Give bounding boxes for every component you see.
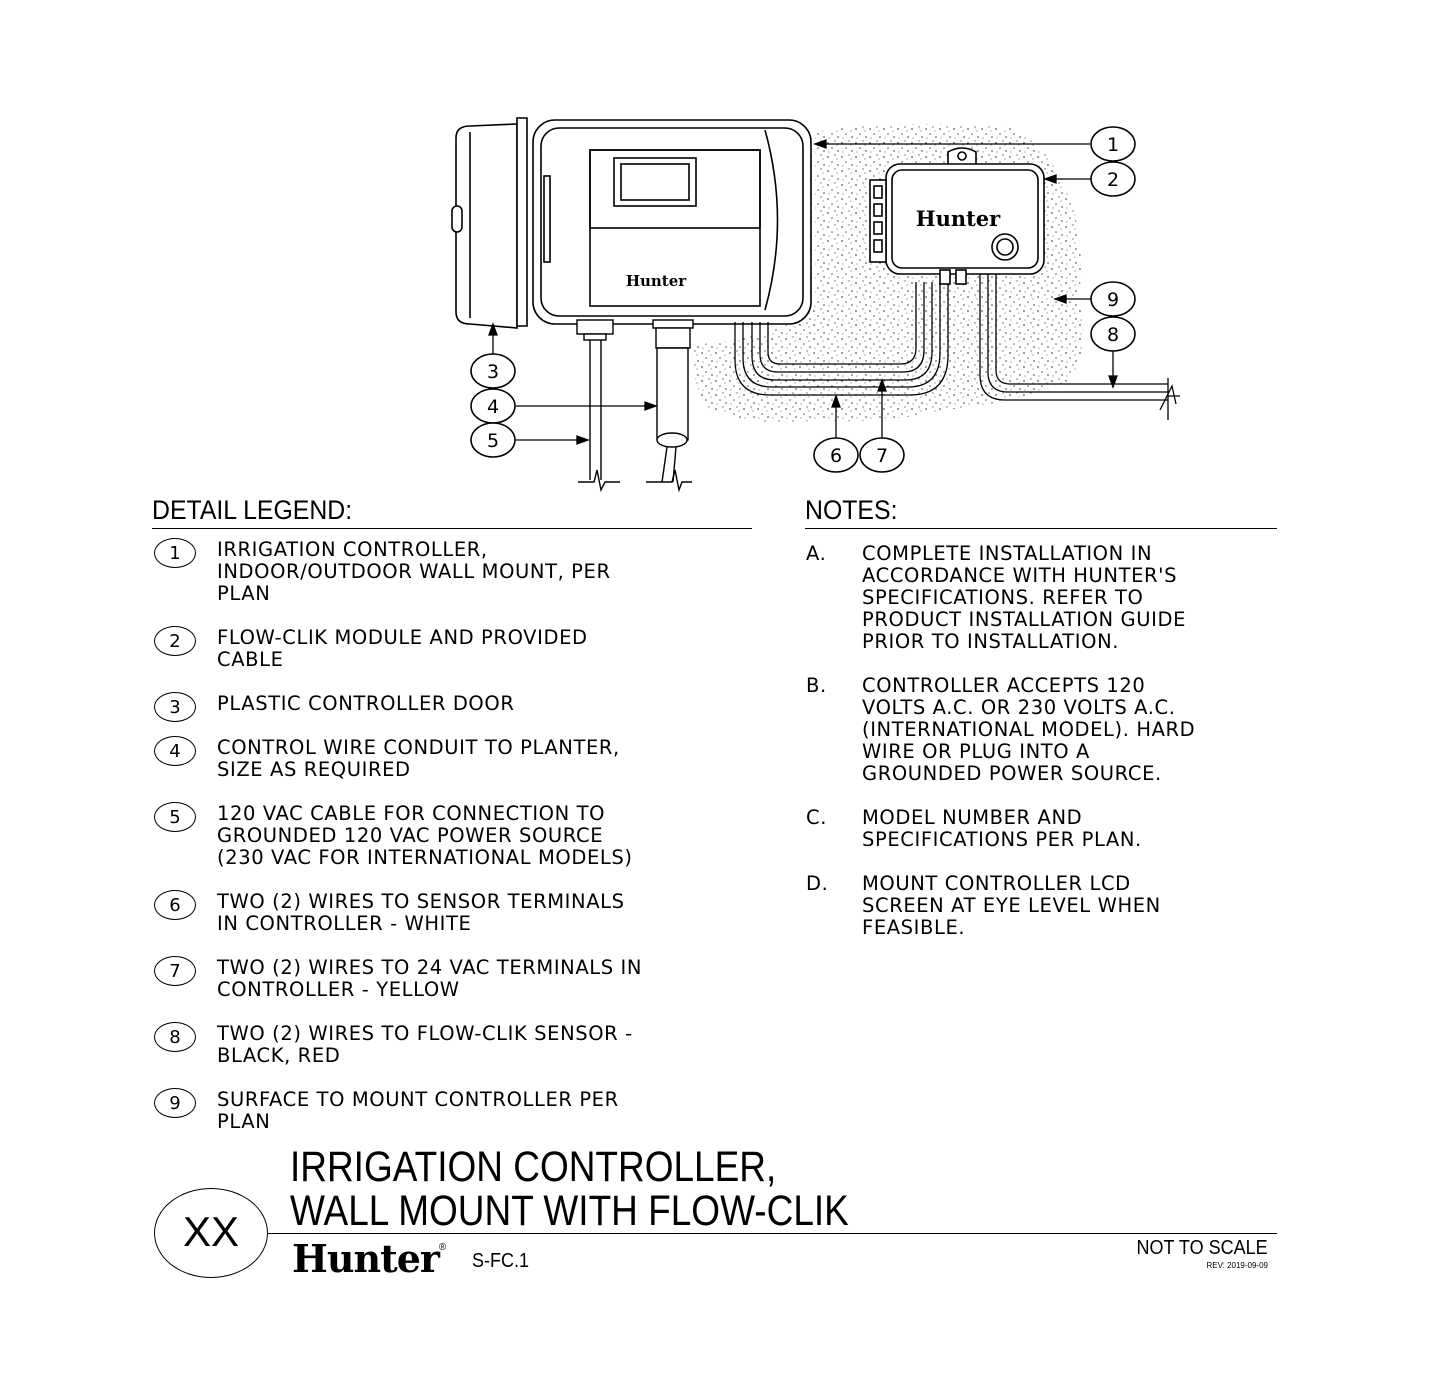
brand-name: Hunter <box>292 1236 439 1281</box>
registered-mark: ® <box>438 1242 446 1253</box>
detail-title-line2: WALL MOUNT WITH FLOW-CLIK <box>290 1187 849 1235</box>
svg-text:4: 4 <box>486 396 500 418</box>
notes-rule <box>805 528 1277 529</box>
svg-text:6: 6 <box>829 445 843 467</box>
callout-3 <box>471 354 515 388</box>
legend-title: DETAIL LEGEND: <box>152 495 353 525</box>
legend-text: IRRIGATION CONTROLLER, INDOOR/OUTDOOR WALL MOUNT, PER PLAN <box>217 538 611 605</box>
legend-text: TWO (2) WIRES TO 24 VAC TERMINALS IN CONTROLLER - YELLOW <box>217 956 643 1001</box>
legend-number: 6 <box>154 890 196 920</box>
legend-text: TWO (2) WIRES TO SENSOR TERMINALS IN CONTROLLER - WHITE <box>217 890 625 935</box>
svg-text:9: 9 <box>1106 289 1120 311</box>
svg-text:3: 3 <box>486 361 500 383</box>
note-letter: B. <box>806 674 827 697</box>
controller-logo: Hunter <box>625 272 687 290</box>
svg-text:8: 8 <box>1106 324 1120 346</box>
detail-code: S-FC.1 <box>472 1250 530 1272</box>
module-logo: Hunter <box>915 206 1001 231</box>
legend-rule <box>152 528 752 529</box>
callout-5 <box>471 423 515 457</box>
callout-2 <box>1091 162 1135 196</box>
flow-clik-module <box>870 148 1044 284</box>
legend-number: 8 <box>154 1022 196 1052</box>
callout-8 <box>1091 317 1135 351</box>
legend-text: CONTROL WIRE CONDUIT TO PLANTER, SIZE AS REQUIRED <box>217 736 620 781</box>
scale-note: NOT TO SCALE <box>1136 1237 1268 1259</box>
callout-4 <box>471 389 515 423</box>
svg-text:5: 5 <box>486 430 500 452</box>
legend-text: FLOW-CLIK MODULE AND PROVIDED CABLE <box>217 626 588 671</box>
legend-text: TWO (2) WIRES TO FLOW-CLIK SENSOR - BLACK, RED <box>217 1022 633 1067</box>
legend-number: 4 <box>154 736 196 766</box>
detail-id-bubble: XX <box>154 1188 268 1278</box>
wire-conduit <box>646 348 692 490</box>
revision-note: REV: 2019-09-09 <box>1206 1261 1268 1270</box>
detail-title-line1: IRRIGATION CONTROLLER, <box>290 1143 777 1191</box>
callout-7 <box>860 438 904 472</box>
note-text: CONTROLLER ACCEPTS 120 VOLTS A.C. OR 230 VOLTS A.C. (INTERNATIONAL MODEL). HARD WIRE OR PLUG INTO A GROUNDED POWER SOURCE. <box>862 674 1196 785</box>
legend-text: SURFACE TO MOUNT CONTROLLER PER PLAN <box>217 1088 619 1133</box>
svg-text:7: 7 <box>875 445 889 467</box>
legend-number: 7 <box>154 956 196 986</box>
note-text: COMPLETE INSTALLATION IN ACCORDANCE WITH HUNTER'S SPECIFICATIONS. REFER TO PRODUCT INSTALLATION GUIDE PRIOR TO INSTALLATION. <box>862 542 1186 653</box>
legend-number: 1 <box>154 538 196 568</box>
svg-text:2: 2 <box>1106 169 1120 191</box>
note-letter: D. <box>806 872 829 895</box>
note-letter: C. <box>806 806 828 829</box>
controller-door <box>452 118 527 328</box>
svg-text:1: 1 <box>1106 134 1120 156</box>
legend-text: PLASTIC CONTROLLER DOOR <box>217 692 515 715</box>
note-letter: A. <box>806 542 827 565</box>
power-cable <box>578 340 620 490</box>
legend-number: 3 <box>154 692 196 722</box>
note-text: MODEL NUMBER AND SPECIFICATIONS PER PLAN. <box>862 806 1142 851</box>
legend-text: 120 VAC CABLE FOR CONNECTION TO GROUNDED 120 VAC POWER SOURCE (230 VAC FOR INTERNATIONAL MODELS) <box>217 802 633 869</box>
controller-body <box>533 120 811 324</box>
notes-title: NOTES: <box>805 495 898 525</box>
title-rule <box>268 1233 1277 1234</box>
callout-6 <box>814 438 858 472</box>
callout-1 <box>1091 127 1135 161</box>
legend-number: 2 <box>154 626 196 656</box>
note-text: MOUNT CONTROLLER LCD SCREEN AT EYE LEVEL WHEN FEASIBLE. <box>862 872 1161 939</box>
callout-9 <box>1091 282 1135 316</box>
hunter-logo <box>292 1236 445 1281</box>
legend-number: 9 <box>154 1088 196 1118</box>
legend-number: 5 <box>154 802 196 832</box>
installation-diagram <box>0 0 1440 500</box>
